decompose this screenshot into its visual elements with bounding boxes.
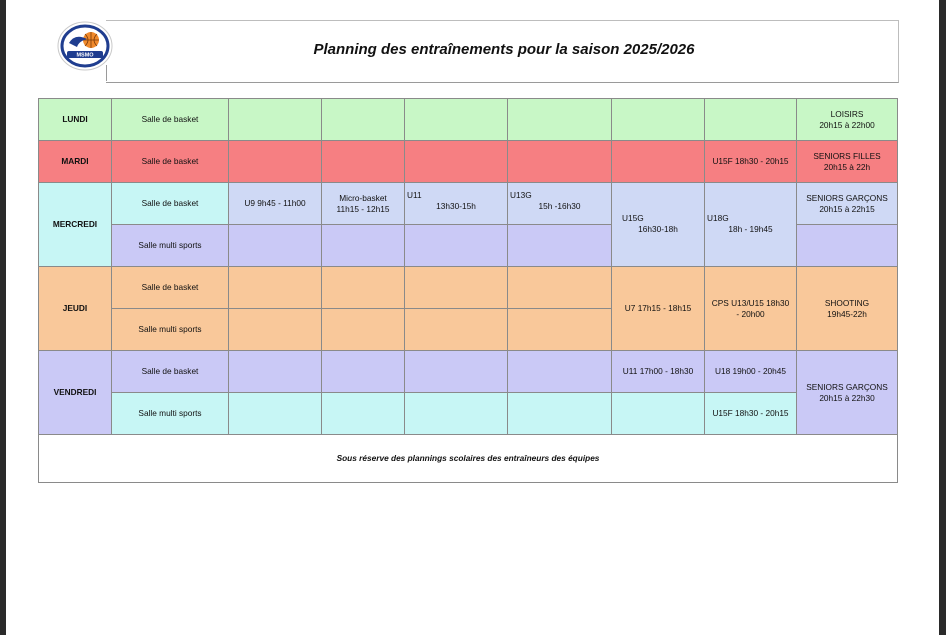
day-label: LUNDI	[39, 99, 112, 141]
footer-note: Sous réserve des plannings scolaires des entraîneurs des équipes	[39, 435, 898, 483]
empty-slot	[322, 309, 405, 351]
room-label: Salle de basket	[112, 141, 229, 183]
session-u15f: U15F 18h30 - 20h15	[705, 141, 797, 183]
empty-slot	[612, 99, 705, 141]
row-footer	[39, 435, 898, 483]
empty-slot	[508, 393, 612, 435]
empty-slot	[612, 141, 705, 183]
empty-slot	[797, 225, 898, 267]
session-u9: U9 9h45 - 11h00	[229, 183, 322, 225]
empty-slot	[405, 351, 508, 393]
empty-slot	[508, 351, 612, 393]
empty-slot	[508, 225, 612, 267]
empty-slot	[229, 351, 322, 393]
session-seniors-garcons: SENIORS GARÇONS 20h15 à 22h15	[797, 183, 898, 225]
room-label: Salle de basket	[112, 183, 229, 225]
room-label: Salle de basket	[112, 99, 229, 141]
session-u11: U11 13h30-15h	[405, 183, 508, 225]
empty-slot	[229, 225, 322, 267]
session-u15f: U15F 18h30 - 20h15	[705, 393, 797, 435]
day-label: MARDI	[39, 141, 112, 183]
session-seniors-garcons: SENIORS GARÇONS 20h15 à 22h30	[797, 351, 898, 435]
day-label: MERCREDI	[39, 183, 112, 267]
empty-slot	[322, 267, 405, 309]
empty-slot	[322, 99, 405, 141]
empty-slot	[705, 99, 797, 141]
schedule-table	[38, 98, 898, 483]
empty-slot	[229, 267, 322, 309]
empty-slot	[405, 267, 508, 309]
empty-slot	[229, 309, 322, 351]
empty-slot	[322, 225, 405, 267]
empty-slot	[322, 393, 405, 435]
session-shooting: SHOOTING 19h45-22h	[797, 267, 898, 351]
empty-slot	[508, 267, 612, 309]
row-jeudi-basket	[39, 267, 898, 309]
empty-slot	[508, 141, 612, 183]
session-micro-basket: Micro-basket 11h15 - 12h15	[322, 183, 405, 225]
session-u11: U11 17h00 - 18h30	[612, 351, 705, 393]
empty-slot	[405, 99, 508, 141]
day-label: JEUDI	[39, 267, 112, 351]
session-u13g: U13G 15h -16h30	[508, 183, 612, 225]
row-mercredi-basket	[39, 183, 898, 225]
empty-slot	[322, 351, 405, 393]
room-label: Salle multi sports	[112, 393, 229, 435]
header-box	[106, 20, 899, 83]
club-logo	[57, 21, 113, 71]
room-label: Salle multi sports	[112, 225, 229, 267]
empty-slot	[405, 141, 508, 183]
room-label: Salle multi sports	[112, 309, 229, 351]
empty-slot	[612, 393, 705, 435]
session-u18g: U18G 18h - 19h45	[705, 183, 797, 267]
empty-slot	[229, 141, 322, 183]
empty-slot	[405, 225, 508, 267]
empty-slot	[508, 99, 612, 141]
empty-slot	[229, 393, 322, 435]
empty-slot	[508, 309, 612, 351]
row-lundi	[39, 99, 898, 141]
session-seniors-filles: SENIORS FILLES 20h15 à 22h	[797, 141, 898, 183]
row-mardi	[39, 141, 898, 183]
session-loisirs: LOISIRS 20h15 à 22h00	[797, 99, 898, 141]
row-vendredi-multi	[39, 393, 898, 435]
session-cps: CPS U13/U15 18h30 - 20h00	[705, 267, 797, 351]
day-label: VENDREDI	[39, 351, 112, 435]
page-title: Planning des entraînements pour la saison 2025/2026	[313, 41, 695, 58]
session-u18: U18 19h00 - 20h45	[705, 351, 797, 393]
logo-text: MSMO	[76, 52, 94, 59]
row-vendredi-basket	[39, 351, 898, 393]
empty-slot	[405, 393, 508, 435]
room-label: Salle de basket	[112, 351, 229, 393]
empty-slot	[405, 309, 508, 351]
empty-slot	[322, 141, 405, 183]
empty-slot	[229, 99, 322, 141]
session-u7: U7 17h15 - 18h15	[612, 267, 705, 351]
room-label: Salle de basket	[112, 267, 229, 309]
session-u15g: U15G 16h30-18h	[612, 183, 705, 267]
